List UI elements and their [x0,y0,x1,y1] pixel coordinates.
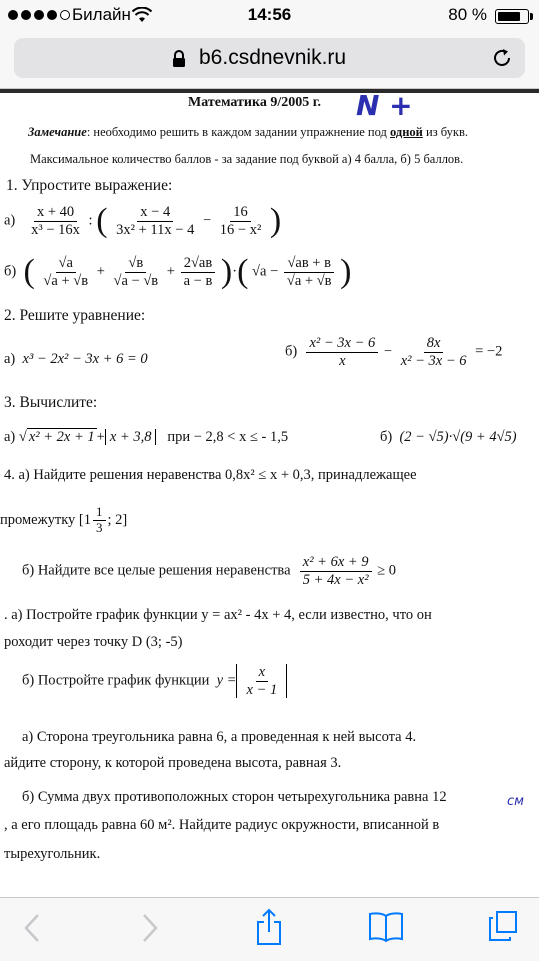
fraction: $\frac{2√aв}{a - в}$ [181,255,216,289]
note-label: Замечание [28,125,87,139]
clock: 14:56 [247,5,292,24]
fraction: $\frac{\text{x² + 6x + 9}}{\text{5 + 4x − x²}}$ [300,554,372,588]
safari-toolbar [0,897,539,961]
fraction: $\frac{√aв + в}{√a + √в}$ [284,255,335,289]
note-line-2: Максимальное количество баллов - за задание под буквой а) 4 балла, б) 5 баллов. [30,152,464,166]
fraction: $\frac{16}{\text{16 − x²}}$ [219,204,262,238]
handwritten-mark: N + [356,89,413,122]
fraction: $\frac{x - 4}{\text{3x² + 11x − 4}}$ [116,204,195,238]
fraction: $\frac{\text{x² − 3x − 6}}{x}$ [306,335,378,369]
share-icon[interactable] [255,908,283,951]
page-title: Математика 9/2005 г. [188,95,321,110]
chevron-left-icon[interactable] [22,912,42,949]
task-1b-label: б) [4,263,17,280]
note-text-2: из букв. [422,125,468,139]
task-3a: а) √ x² + 2x + 1 + x + 3,8 при − 2,8 < x ≤ - 1,5 [4,429,288,446]
handwritten-unit: см [507,794,524,809]
task-6b-line-1: б) Сумма двух противоположных сторон четырехугольника равна 12 [22,789,447,805]
task-5b: б) Постройте график функции y = $\frac{x}{x - 1}$ [22,664,287,698]
task-1-heading: 1. Упростите выражение: [6,177,173,194]
operator: : [88,212,93,229]
fraction: $\frac{8x}{\text{x² − 3x − 6}}$ [400,335,467,369]
task-5a-line-1: . а) Постройте график функции y = ax² - 4x + 4, если известно, что он [4,607,432,623]
address-bar[interactable] [14,38,525,78]
tabs-icon[interactable] [488,910,518,947]
task-6b-line-2: , а его площадь равна 60 м². Найдите радиус окружности, вписанной в [4,817,440,833]
fraction: $\frac{√в}{√a - √в}$ [113,255,159,289]
task-3b: б) (2 − √5)·√(9 + 4√5) [380,429,517,445]
task-2a: а) x³ − 2x² − 3x + 6 = 0 [4,351,148,367]
note-line-1 [28,125,468,140]
browser-chrome [0,32,539,89]
operator: − [202,212,212,229]
task-4b: б) Найдите все целые решения неравенства $\frac{\text{x² + 6x + 9}}{\text{5 + 4x − x²}}$ ≥ 0 [22,554,397,588]
task-4a-line-2: промежутку [1 $\frac{1}{3}$ ; 2] [0,504,128,535]
scan-edge [0,89,539,93]
note-emphasis: одной [390,125,423,139]
task-6a-line-1: а) Сторона треугольника равна 6, а проведенная к ней высота 4. [22,729,417,745]
status-bar [0,0,539,32]
task-2b: б) $\frac{\text{x² − 3x − 6}}{x}$ − $\frac{8x}{\text{x² − 3x − 6}}$ = −2 [285,335,503,369]
task-6a-line-2: айдите сторону, к которой проведена высота, равная 3. [4,755,342,771]
url-text[interactable]: b6.csdnevnik.ru [199,46,347,69]
task-1a: а) $\frac{x + 40}{\text{x³ − 16x}}$ : ( $\frac{x - 4}{\text{3x² + 11x − 4}}$ − $\frac{16}{\text{16 − x²}}$ ) [4,202,282,240]
fraction: $\frac{√a}{√a + √в}$ [43,255,89,289]
bookmarks-icon[interactable] [368,910,404,947]
task-1a-label: а) [4,212,16,229]
carrier-name: Билайн [72,5,131,24]
fraction: $\frac{x + 40}{\text{x³ − 16x}}$ [31,204,80,238]
task-3-heading: 3. Вычислите: [4,394,98,411]
task-4a-line-1: 4. а) Найдите решения неравенства 0,8x² ≤ x + 0,3, принадлежащее [4,467,417,483]
task-1b: б) ( $\frac{√a}{√a + √в}$ + $\frac{√в}{√a - √в}$ + $\frac{2√aв}{a - в}$ )·( √a − $\frac{√aв + в}{√a + √в}$ ) [4,253,352,291]
chevron-right-icon[interactable] [140,912,160,949]
task-5a-line-2: роходит через точку D (3; -5) [4,634,183,650]
note-text-1: : необходимо решить в каждом задании упражнение под [86,125,390,139]
task-6b-line-3: тырехугольник. [4,846,101,862]
battery-percent: 80 % [448,5,487,24]
task-2-heading: 2. Решите уравнение: [4,307,146,324]
battery-cap [530,13,533,20]
reload-icon[interactable] [491,47,513,74]
battery-icon [495,9,529,24]
lock-icon [172,50,186,73]
worksheet-page [0,89,539,897]
